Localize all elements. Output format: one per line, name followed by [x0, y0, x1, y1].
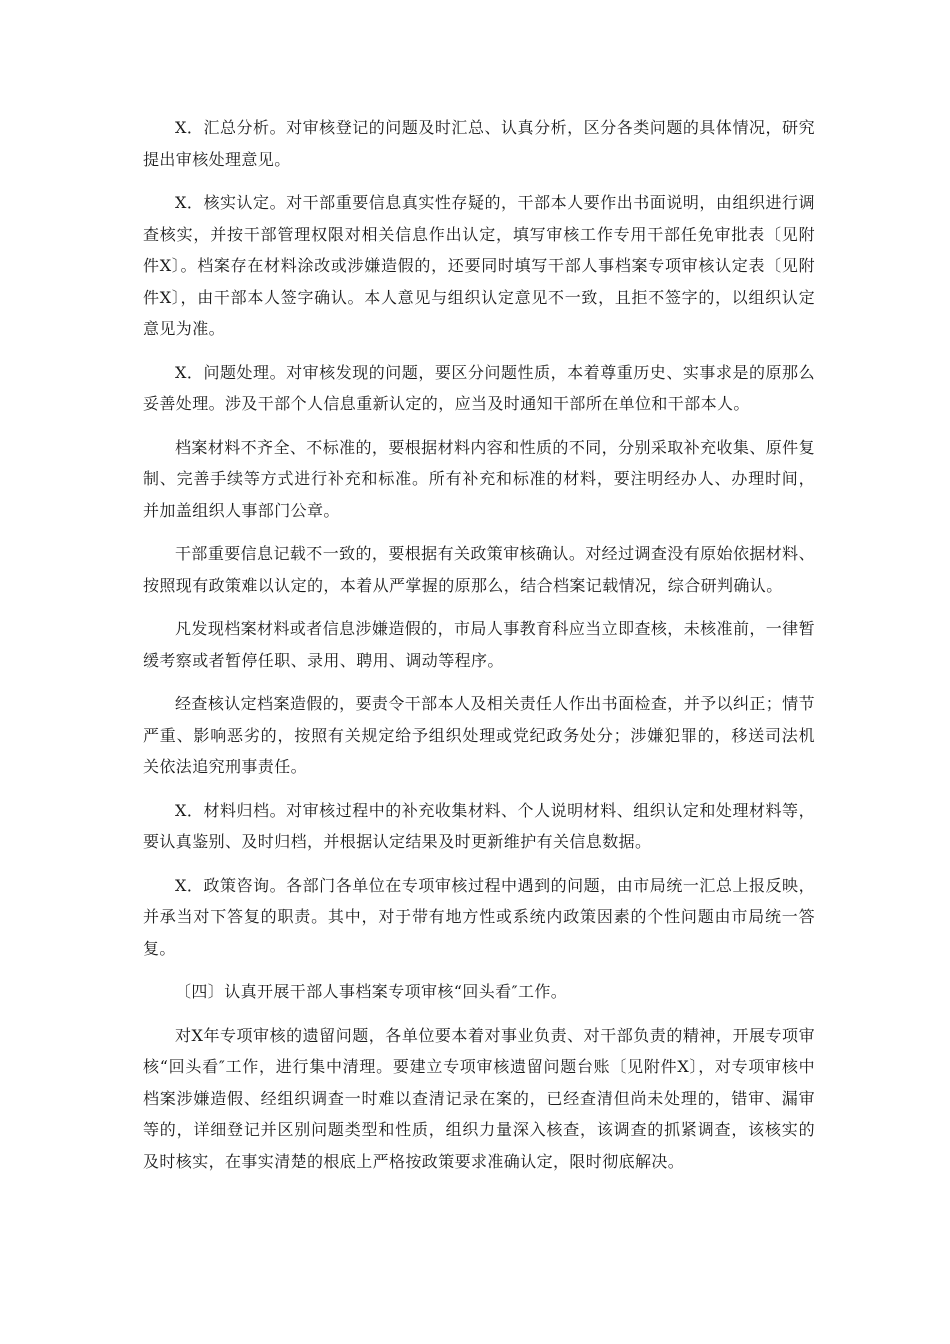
- paragraph-archiving: X．材料归档。对审核过程中的补充收集材料、个人说明材料、组织认定和处理材料等，要认真鉴别、及时归档，并根据认定结果及时更新维护有关信息数据。: [143, 800, 815, 851]
- paragraph-suspected-fraud: 凡发现档案材料或者信息涉嫌造假的，市局人事教育科应当立即查核，未核准前，一律暂缓考察或者暂停任职、录用、聘用、调动等程序。: [143, 619, 815, 670]
- paragraph-review-work: 对X年专项审核的遗留问题，各单位要本着对事业负责、对干部负责的精神，开展专项审核“回头看″工作，进行集中清理。要建立专项审核遗留问题台账〔见附件X〕，对专项审核中档案涉嫌造假、经组织调查一时难以查清记录在案的，已经查清但尚未处理的，错审、漏审等的，详细登记并区别问题类型和性质，组织力量深入核查，该调查的抓紧调查，该核实的及时核实，在事实清楚的根底上严格按政策要求准确认定，限时彻底解决。: [143, 1025, 815, 1171]
- paragraph-inconsistent-info: 干部重要信息记载不一致的，要根据有关政策审核确认。对经过调查没有原始依据材料、按照现有政策难以认定的，本着从严掌握的原那么，结合档案记载情况，综合研判确认。: [143, 544, 815, 595]
- paragraph-problem-handling: X．问题处理。对审核发现的问题，要区分问题性质，本着尊重历史、实事求是的原那么妥善处理。涉及干部个人信息重新认定的，应当及时通知干部所在单位和干部本人。: [143, 362, 815, 413]
- document-body: [143, 112, 815, 1189]
- paragraph-policy-consultation: X．政策咨询。各部门各单位在专项审核过程中遇到的问题，由市局统一汇总上报反映，并承当对下答复的职责。其中，对于带有地方性或系统内政策因素的个性问题由市局统一答复。: [143, 875, 815, 958]
- paragraph-verification: X．核实认定。对干部重要信息真实性存疑的，干部本人要作出书面说明，由组织进行调查核实，并按干部管理权限对相关信息作出认定，填写审核工作专用干部任免审批表〔见附件X〕。档案存在材料涂改或涉嫌造假的，还要同时填写干部人事档案专项审核认定表〔见附件X〕，由干部本人签字确认。本人意见与组织认定意见不一致，且拒不签字的，以组织认定意见为准。: [143, 193, 815, 338]
- paragraph-incomplete-materials: 档案材料不齐全、不标准的，要根据材料内容和性质的不同，分别采取补充收集、原件复制、完善手续等方式进行补充和标准。所有补充和标准的材料，要注明经办人、办理时间，并加盖组织人事部门公章。: [143, 437, 815, 520]
- section-heading-review: 〔四〕认真开展干部人事档案专项审核“回头看″工作。: [175, 982, 568, 1001]
- paragraph-summary-analysis: X．汇总分析。对审核登记的问题及时汇总、认真分析，区分各类问题的具体情况，研究提出审核处理意见。: [143, 118, 815, 169]
- paragraph-confirmed-fraud: 经查核认定档案造假的，要责令干部本人及相关责任人作出书面检查，并予以纠正；情节严重、影响恶劣的，按照有关规定给予组织处理或党纪政务处分；涉嫌犯罪的，移送司法机关依法追究刑事责任。: [143, 694, 815, 776]
